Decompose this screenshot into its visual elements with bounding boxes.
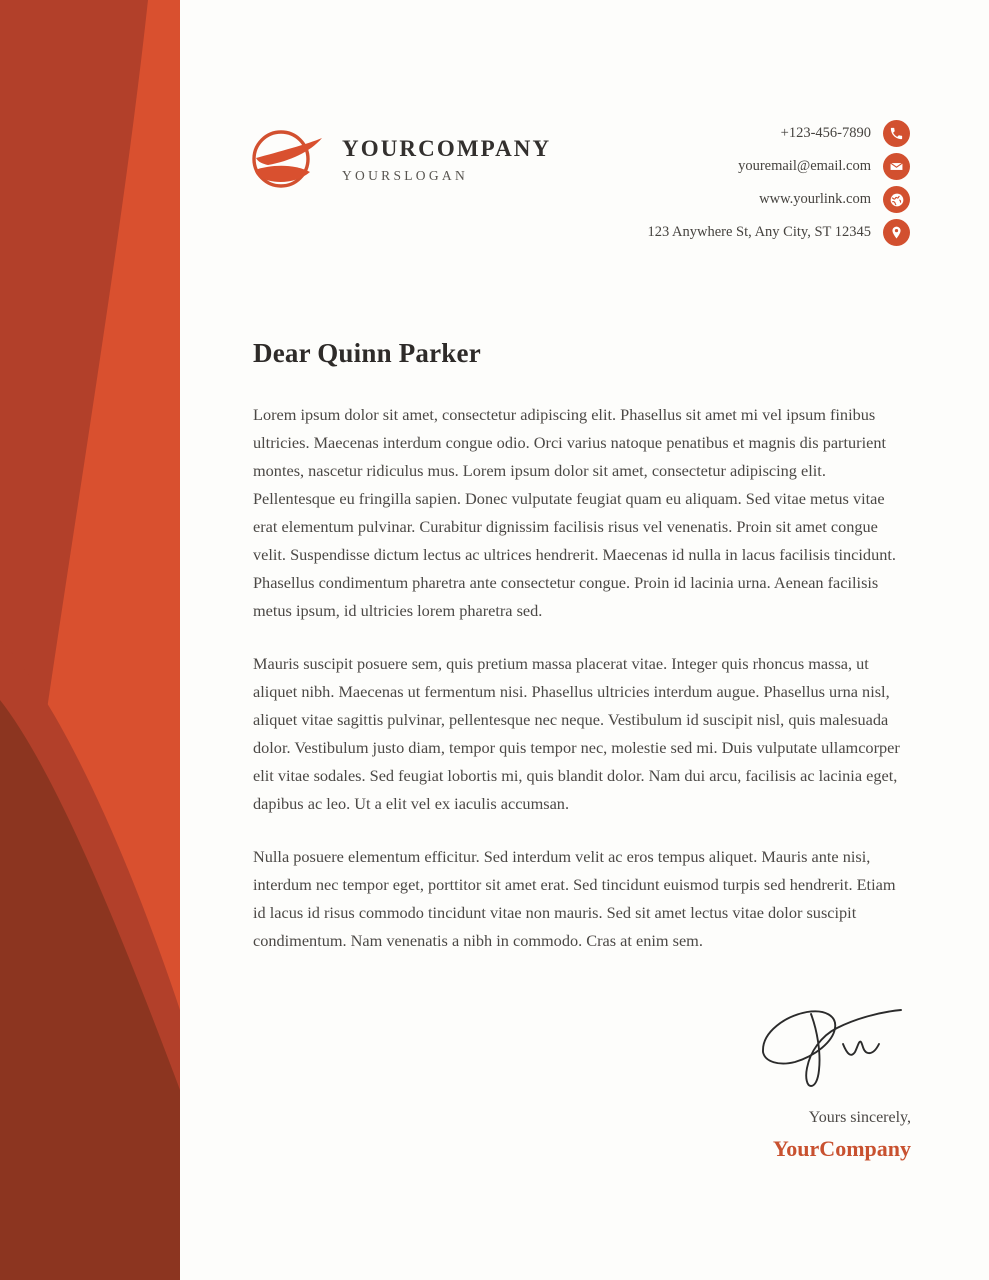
handwritten-signature [691,1000,911,1100]
contact-address-text: 123 Anywhere St, Any City, ST 12345 [647,224,871,240]
contact-row-phone [781,120,910,147]
phone-icon[interactable] [883,120,910,147]
location-pin-icon[interactable] [883,219,910,246]
contact-website-text: www.yourlink.com [759,191,871,207]
letter-greeting: Dear Quinn Parker [253,338,481,368]
contact-row-address [647,219,910,246]
contact-row-email [738,153,910,180]
envelope-icon[interactable] [883,153,910,180]
company-slogan: YOURSLOGAN [342,167,469,183]
signature-company: YourCompany [772,1135,911,1161]
leaf-circle-logo-icon [250,128,326,190]
brand-block [250,128,551,190]
brand-text [342,134,551,183]
letter-paragraph: Lorem ipsum dolor sit amet, consectetur adipiscing elit. Phasellus sit amet mi vel ipsum finibus ultricies. Maecenas interdum congue odio. Orci varius natoque penatibus et magnis dis parturient montes, nascetur ridiculus mus. Lorem ipsum dolor sit amet, consectetur adipiscing elit. Pellentesque eu fringilla sapien. Donec vulputate feugiat quam eu aliquam. Sed vitae metus vitae erat elementum pulvinar. Curabitur dignissim facilisis risus vel venenatis. Proin sit amet congue velit. Suspendisse dictum lectus ac ultrices hendrerit. Maecenas id nulla in lacus facilisis tincidunt. Phasellus condimentum pharetra ante consectetur congue. Proin id lacinia urna. Aenean facilisis metus ipsum, id ultricies lorem pharetra sed. [253,405,896,621]
contact-phone-text: +123-456-7890 [780,125,871,141]
letter-paragraph: Nulla posuere elementum efficitur. Sed interdum velit ac eros tempus aliquet. Mauris ante nisi, interdum nec tempor eget, porttitor sit amet erat. Sed tincidunt euismod turpis sed hendrerit. Etiam id lacus id risus commodo tincidunt vitae non mauris. Sed sit amet lectus vitae dolor suscipit condimentum. Nam venenatis a nibh in commodo. Cras at enim sem. [253,847,896,951]
letter-body [253,338,911,955]
contact-email-text: youremail@email.com [738,158,871,174]
decorative-side-graphic [0,0,180,1280]
contact-list [647,120,910,246]
company-name: YOURCOMPANY [342,136,552,162]
signature-closing: Yours sincerely, [808,1109,911,1126]
letterhead-header [250,120,910,300]
contact-row-website [759,186,910,213]
letter-paragraph: Mauris suscipit posuere sem, quis pretium massa placerat vitae. Integer quis rhoncus massa, ut aliquet nibh. Maecenas ut fermentum nisi. Phasellus ultricies interdum augue. Phasellus urna nisl, aliquet vitae sagittis pulvinar, pellentesque nec neque. Vestibulum id suscipit nisl, quis malesuada dolor. Vestibulum justo diam, tempor quis tempor nec, molestie sed mi. Duis vulputate ullamcorper elit vitae sodales. Sed feugiat lobortis mi, quis blandit dolor. Nam dui arcu, facilisis ac lacinia eget, dapibus ac leo. Ut a elit vel ex iaculis accumsan. [253,654,900,814]
globe-icon[interactable] [883,186,910,213]
signature-block [691,1000,911,1162]
